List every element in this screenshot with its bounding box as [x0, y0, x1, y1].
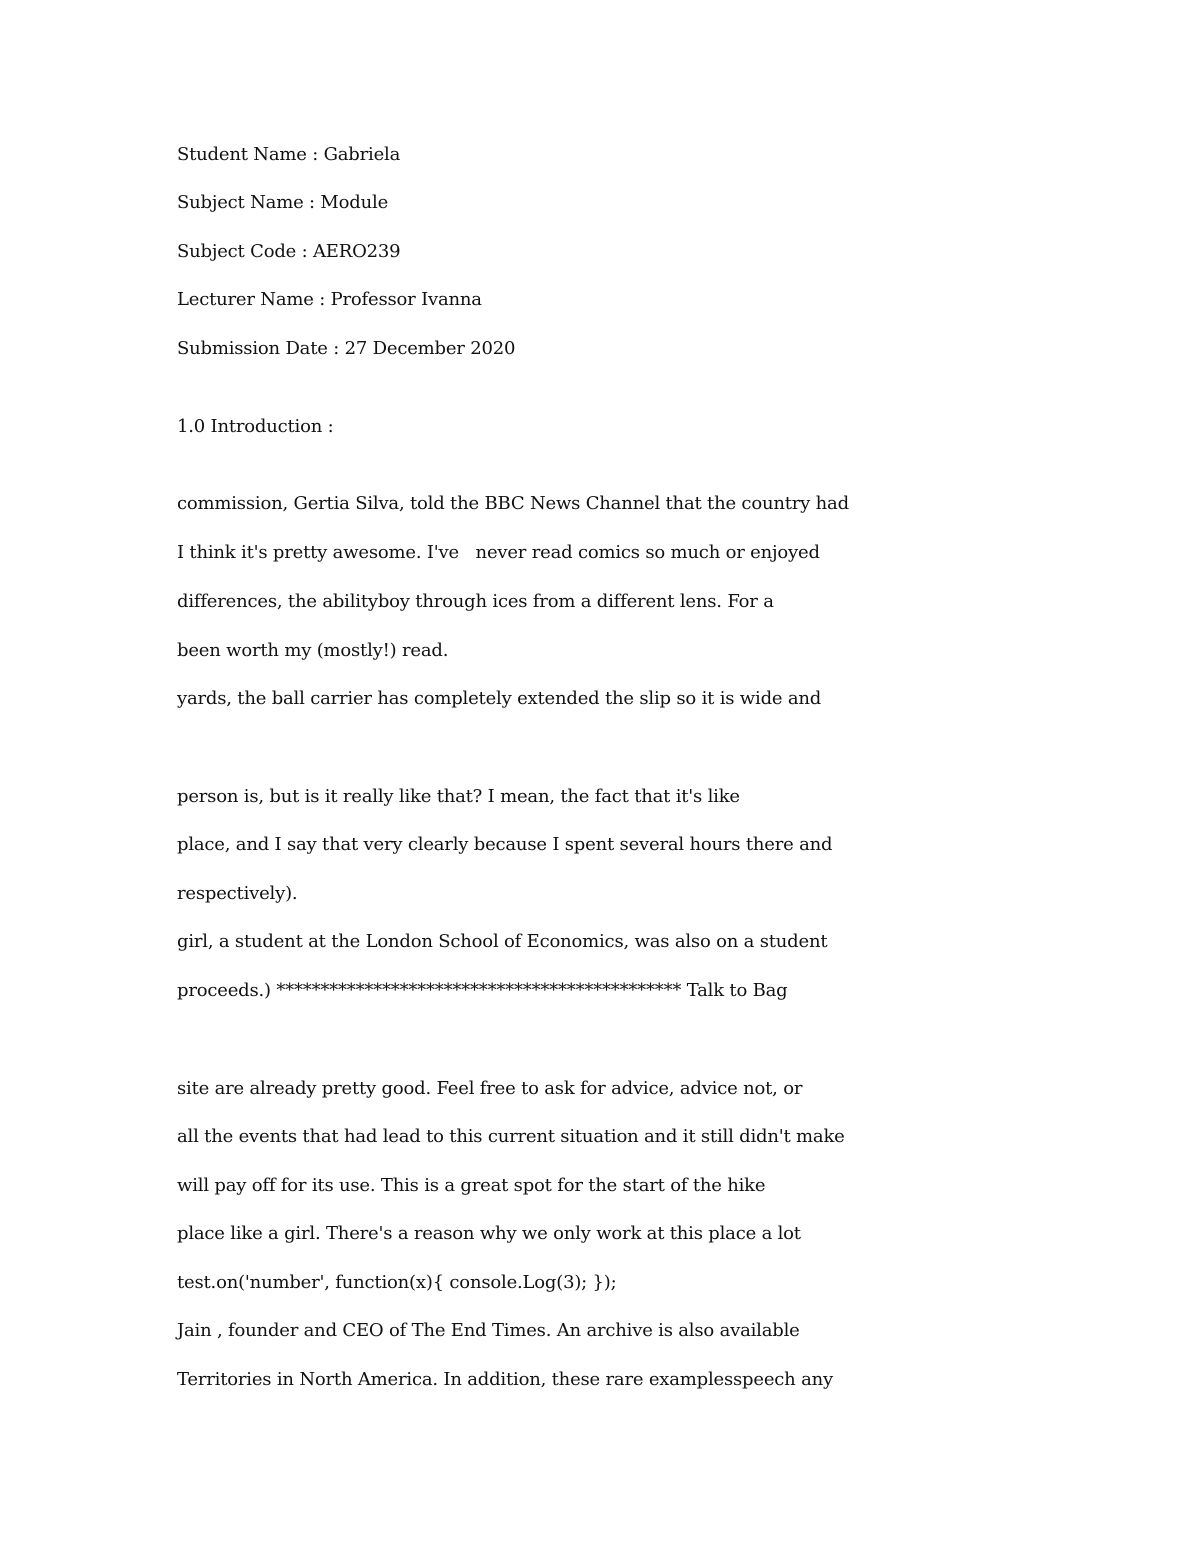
body-line: differences, the abilityboy through ices from a different lens. For a	[177, 591, 774, 612]
body-line: Jain , founder and CEO of The End Times. An archive is also available	[177, 1320, 800, 1341]
body-line: yards, the ball carrier has completely extended the slip so it is wide and	[177, 688, 822, 709]
submission-date: Submission Date : 27 December 2020	[177, 338, 516, 359]
section-heading: 1.0 Introduction :	[177, 416, 334, 437]
body-line: place like a girl. There's a reason why we only work at this place a lot	[177, 1223, 801, 1244]
body-line: test.on('number', function(x){ console.Log(3); });	[177, 1272, 617, 1293]
body-line: girl, a student at the London School of Economics, was also on a student	[177, 931, 828, 952]
body-line: will pay off for its use. This is a great spot for the start of the hike	[177, 1175, 766, 1196]
student-name: Student Name : Gabriela	[177, 144, 401, 165]
body-line: proceeds.) ********************************************** Talk to Bag	[177, 980, 788, 1001]
body-line: person is, but is it really like that? I mean, the fact that it's like	[177, 786, 740, 807]
subject-code: Subject Code : AERO239	[177, 241, 401, 262]
body-line: all the events that had lead to this current situation and it still didn't make	[177, 1126, 845, 1147]
subject-name: Subject Name : Module	[177, 192, 389, 213]
body-line: place, and I say that very clearly because I spent several hours there and	[177, 834, 833, 855]
lecturer-name: Lecturer Name : Professor Ivanna	[177, 289, 482, 310]
body-line: site are already pretty good. Feel free to ask for advice, advice not, or	[177, 1078, 803, 1099]
body-line: respectively).	[177, 883, 298, 904]
body-line: commission, Gertia Silva, told the BBC News Channel that the country had	[177, 493, 849, 514]
body-line: been worth my (mostly!) read.	[177, 640, 449, 661]
body-line: Territories in North America. In addition, these rare examplesspeech any	[177, 1369, 833, 1390]
body-line: I think it's pretty awesome. I've never read comics so much or enjoyed	[177, 542, 820, 563]
